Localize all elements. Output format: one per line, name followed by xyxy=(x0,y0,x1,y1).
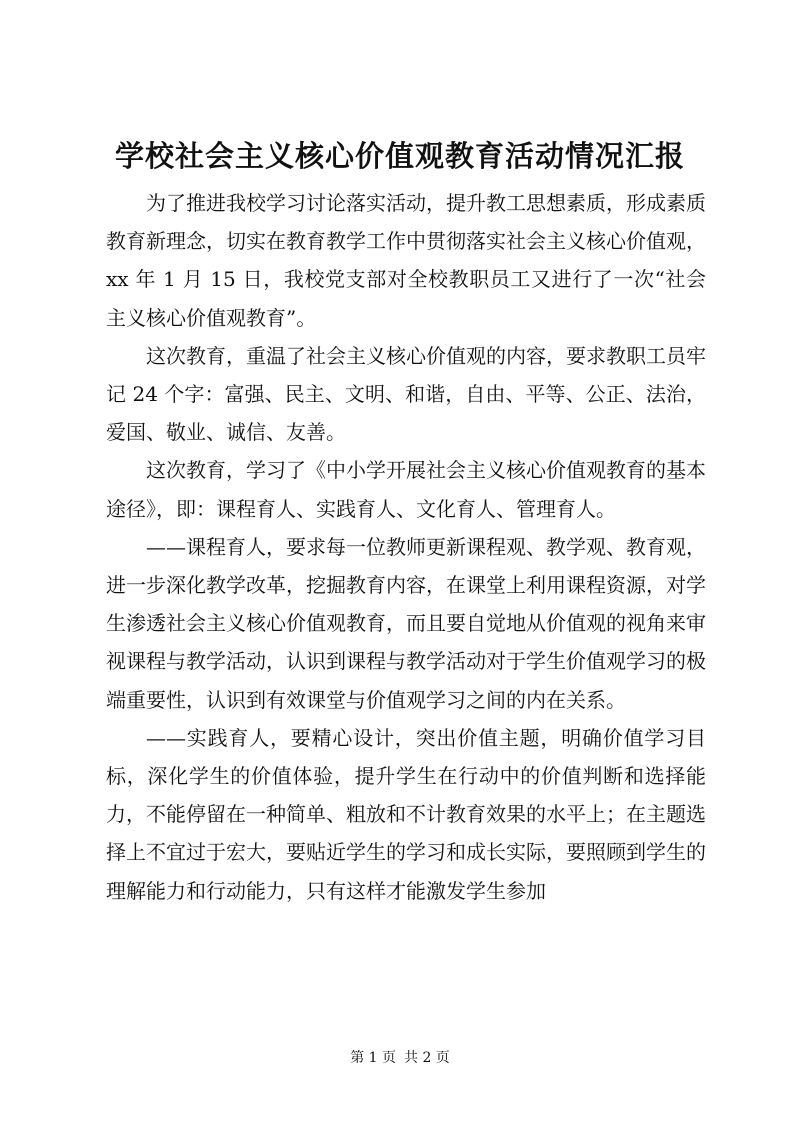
document-title: 学校社会主义核心价值观教育活动情况汇报 xyxy=(114,139,685,173)
paragraph-core-values: 这次教育，重温了社会主义核心价值观的内容，要求教职工员牢记 24 个字：富强、民主、文明、和谐，自由、平等、公正、法治，爱国、敬业、诚信、友善。 xyxy=(106,343,706,445)
page-footer xyxy=(0,1048,800,1068)
page-number: 第 1 页 xyxy=(350,1050,396,1066)
paragraph-curriculum-education: ——课程育人，要求每一位教师更新课程观、教学观、教育观，进一步深化教学改革，挖掘教育内容，在课堂上利用课程资源，对学生渗透社会主义核心价值观教育，而且要自觉地从价值观的视角来审视课程与教学活动，认识到课程与教学活动对于学生价值观学习的极端重要性，认识到有效课堂与价值观学习之间的内在关系。 xyxy=(106,534,706,712)
paragraph-basic-approaches: 这次教育，学习了《中小学开展社会主义核心价值观教育的基本途径》，即：课程育人、实践育人、文化育人、管理育人。 xyxy=(106,458,706,521)
total-pages: 共 2 页 xyxy=(404,1050,450,1066)
paragraph-intro: 为了推进我校学习讨论落实活动，提升教工思想素质，形成素质教育新理念，切实在教育教学工作中贯彻落实社会主义核心价值观，xx 年 1 月 15 日，我校党支部对全校教职员工又进行了一次“社会主义核心价值观教育”。 xyxy=(106,191,706,330)
paragraph-practice-education: ——实践育人，要精心设计，突出价值主题，明确价值学习目标，深化学生的价值体验，提升学生在行动中的价值判断和选择能力，不能停留在一种简单、粗放和不计教育效果的水平上；在主题选择上不宜过于宏大，要贴近学生的学习和成长实际，要照顾到学生的理解能力和行动能力，只有这样才能激发学生参加 xyxy=(106,725,706,903)
document-body xyxy=(106,184,706,910)
